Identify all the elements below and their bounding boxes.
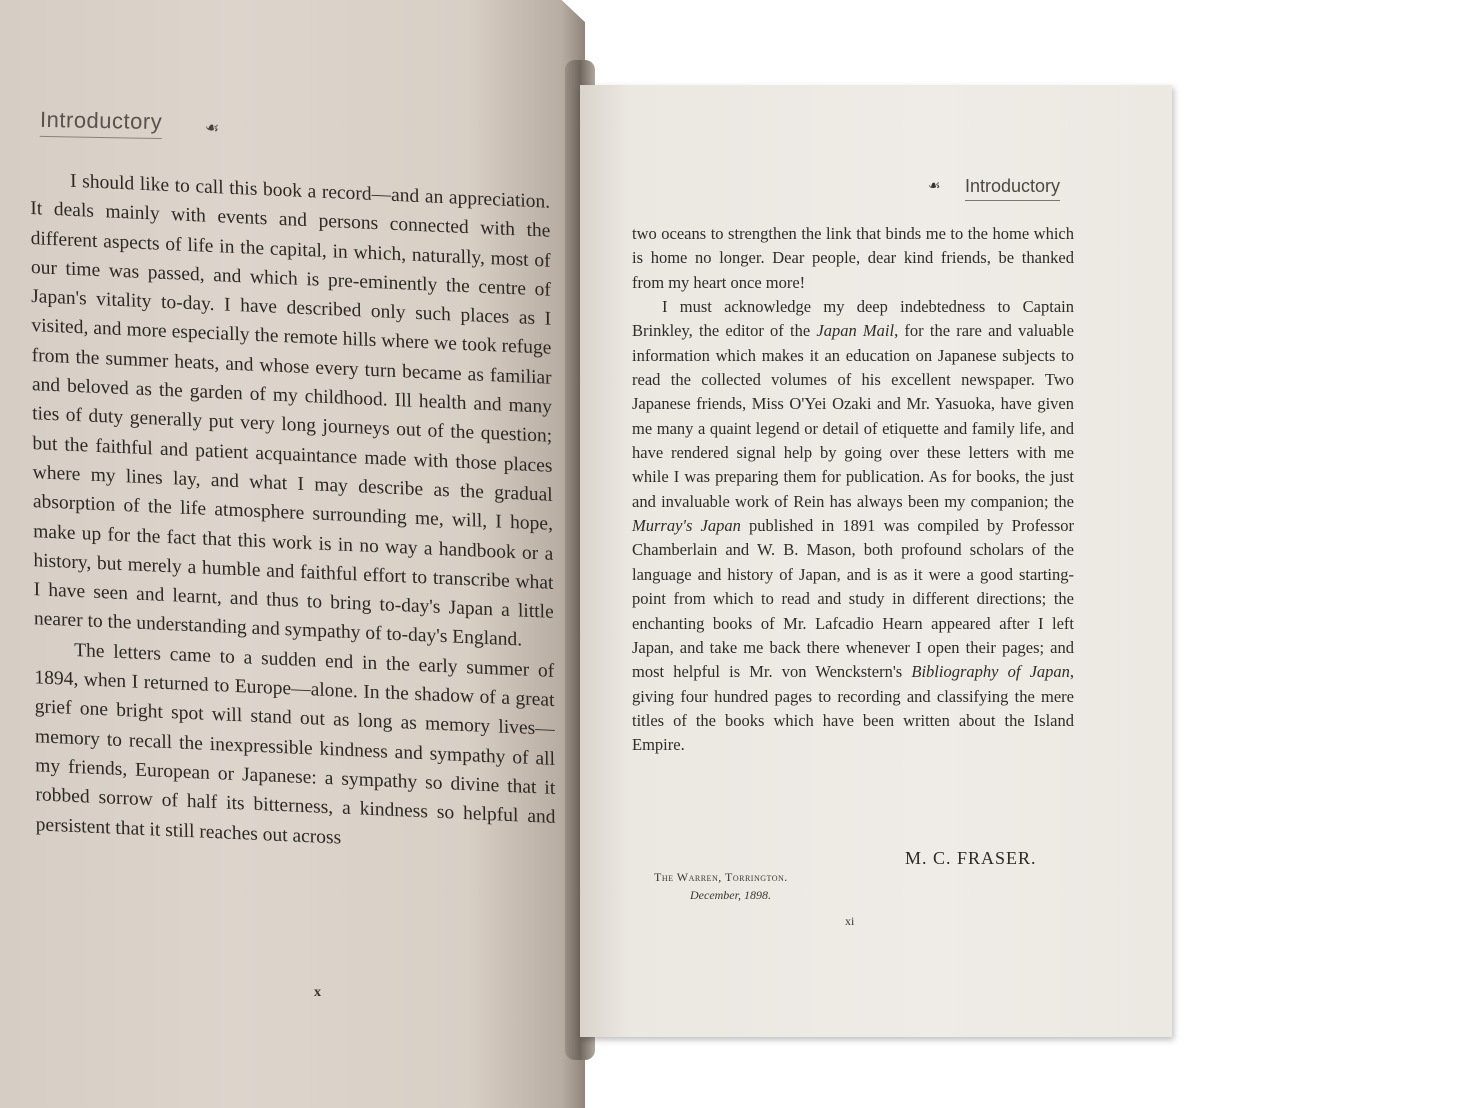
text-run: , giving four hundred pages to recording and classifying the mere titles of the books which have been written about the Island Empire.: [632, 662, 1075, 755]
title-japan-mail: Japan Mail: [816, 321, 895, 341]
left-paragraph-1: I should like to call this book a record—and an appreciation. It deals mainly with events and persons connected with the different aspects of life in the capital, in which, naturally, most of our time was passed, and which is pre-eminently the centre of Japan's vitality to-day. I have described only such places as I visited, and more especially the remote hills where we took refuge from the summer heats, and whose every turn became as familiar and beloved as the garden of my childhood. Ill health and many ties of duty generally put very long journeys out of the question; but the faithful and patient acquaintance made with those places where my lines lay, and what I may describe as the gradual absorption of the life atmosphere surrounding me, will, I hope, make up for the fact that this work is in no way a handbook or a history, but merely a humble and faithful effort to transcribe what I have seen and learnt, and thus to bring to-day's Japan a little nearer to the understanding and sympathy of to-day's England.: [30, 170, 554, 651]
left-running-header: Introductory: [40, 107, 163, 139]
date-line: December, 1898.: [690, 888, 771, 902]
right-running-header: Introductory: [965, 176, 1060, 201]
left-page-number: x: [314, 985, 321, 1000]
left-paragraph-2: The letters came to a sudden end in the early summer of 1894, when I returned to Europe—alone. In the shadow of a great grief one bright spot will stand out as long as memory lives—memory to recall the inexpressible kindness and sympathy of all my friends, European or Japanese: a sympathy so divine that it robbed sorrow of half its bitterness, a kindness so helpful and persistent that it still reaches out across: [34, 639, 556, 849]
right-paragraph-1: two oceans to strengthen the link that binds me to the home which is home no longer. Dear people, dear kind friends, be thanked from my heart once more!: [632, 224, 1074, 292]
title-murrays-japan: Murray's Japan: [632, 516, 741, 536]
author-signature: M. C. FRASER.: [905, 848, 1037, 868]
left-page-body: [30, 165, 556, 862]
right-page-number: xi: [845, 914, 855, 928]
ornament-icon: ☙: [928, 178, 941, 194]
text-run: published in 1891 was compiled by Professor Chamberlain and W. B. Mason, both profound scholars of the language and history of Japan, and is as it were a good starting-point from which to read and study in different directions; the enchanting books of Mr. Lafcadio Hearn appeared after I left Japan, and take me back there whenever I open their pages; and most helpful is Mr. von Wenckstern's: [632, 516, 1075, 682]
right-page-body: [632, 222, 1074, 758]
text-run: I must acknowledge my deep indebtedness to Captain Brinkley, the editor of the: [632, 297, 1074, 341]
right-paragraph-2: [632, 295, 1074, 758]
title-bibliography: Bibliography of Japan: [911, 662, 1070, 682]
text-run: , for the rare and valuable information which makes it an education on Japanese subjects to read the collected volumes of his excellent newspaper. Two Japanese friends, Miss O'Yei Ozaki and Mr. Yasuoka, have given me many a quaint legend or detail of etiquette and family life, and have rendered signal help by going over these letters with me while I was preparing them for publication. As for books, the just and invaluable work of Rein has always been my companion; the: [632, 321, 1075, 511]
place-line: The Warren, Torrington.: [654, 870, 788, 884]
ornament-icon: ☙: [203, 116, 221, 139]
